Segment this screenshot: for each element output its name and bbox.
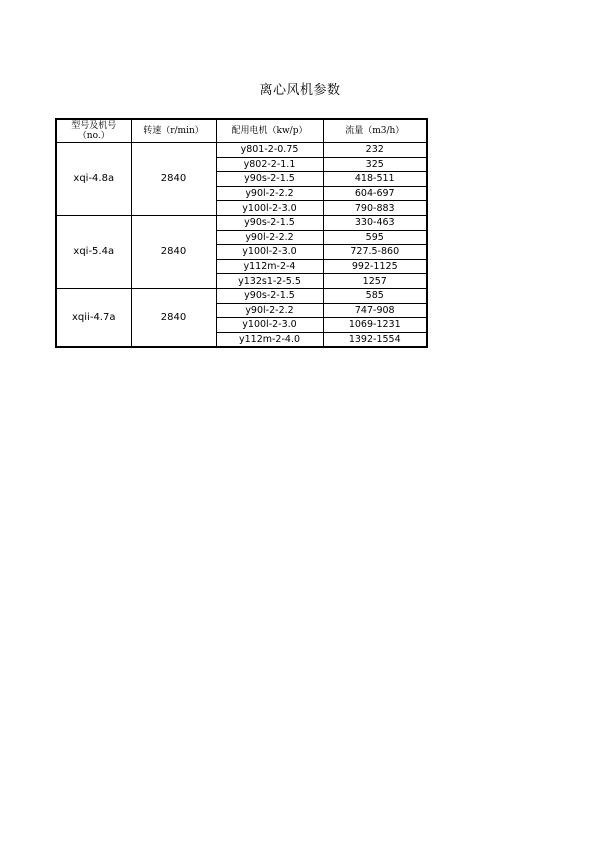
flow-cell: 595 xyxy=(323,230,427,245)
model-cell: xqi-4.8a xyxy=(56,143,131,216)
motor-cell: y801-2-0.75 xyxy=(216,143,323,158)
table-group-xqi-5-4a xyxy=(56,215,427,288)
model-cell: xqi-5.4a xyxy=(56,215,131,288)
motor-cell: y90s-2-1.5 xyxy=(216,215,323,230)
table-group-xqii-4-7a xyxy=(56,288,427,347)
table-row xyxy=(56,288,427,303)
speed-cell: 2840 xyxy=(131,143,216,216)
flow-cell: 727.5-860 xyxy=(323,245,427,260)
table-row xyxy=(56,215,427,230)
column-header-model xyxy=(56,119,131,143)
flow-cell: 232 xyxy=(323,143,427,158)
flow-cell: 330-463 xyxy=(323,215,427,230)
table-header xyxy=(56,119,427,143)
flow-cell: 1069-1231 xyxy=(323,318,427,333)
motor-cell: y112m-2-4 xyxy=(216,259,323,274)
column-header-speed: 转速（r/min） xyxy=(131,119,216,143)
motor-cell: y112m-2-4.0 xyxy=(216,332,323,347)
flow-cell: 325 xyxy=(323,157,427,172)
header-row xyxy=(56,119,427,143)
fan-parameters-table xyxy=(55,118,428,348)
motor-cell: y100l-2-3.0 xyxy=(216,245,323,260)
column-header-model-line1: 型号及机号 xyxy=(71,121,117,131)
table-row xyxy=(56,143,427,158)
column-header-motor: 配用电机（kw/p） xyxy=(216,119,323,143)
column-header-flow: 流量（m3/h） xyxy=(323,119,427,143)
motor-cell: y802-2-1.1 xyxy=(216,157,323,172)
column-header-model-line2: （no.） xyxy=(77,131,110,141)
motor-cell: y90s-2-1.5 xyxy=(216,288,323,303)
flow-cell: 418-511 xyxy=(323,172,427,187)
flow-cell: 604-697 xyxy=(323,186,427,201)
table-group-xqi-4-8a xyxy=(56,143,427,216)
flow-cell: 1257 xyxy=(323,274,427,289)
motor-cell: y90l-2-2.2 xyxy=(216,303,323,318)
speed-cell: 2840 xyxy=(131,288,216,347)
motor-cell: y90s-2-1.5 xyxy=(216,172,323,187)
speed-cell: 2840 xyxy=(131,215,216,288)
motor-cell: y90l-2-2.2 xyxy=(216,230,323,245)
flow-cell: 790-883 xyxy=(323,201,427,216)
page-title: 离心风机参数 xyxy=(259,83,341,98)
motor-cell: y100l-2-3.0 xyxy=(216,201,323,216)
flow-cell: 1392-1554 xyxy=(323,332,427,347)
flow-cell: 747-908 xyxy=(323,303,427,318)
model-cell: xqii-4.7a xyxy=(56,288,131,347)
flow-cell: 585 xyxy=(323,288,427,303)
motor-cell: y100l-2-3.0 xyxy=(216,318,323,333)
motor-cell: y132s1-2-5.5 xyxy=(216,274,323,289)
motor-cell: y90l-2-2.2 xyxy=(216,186,323,201)
flow-cell: 992-1125 xyxy=(323,259,427,274)
